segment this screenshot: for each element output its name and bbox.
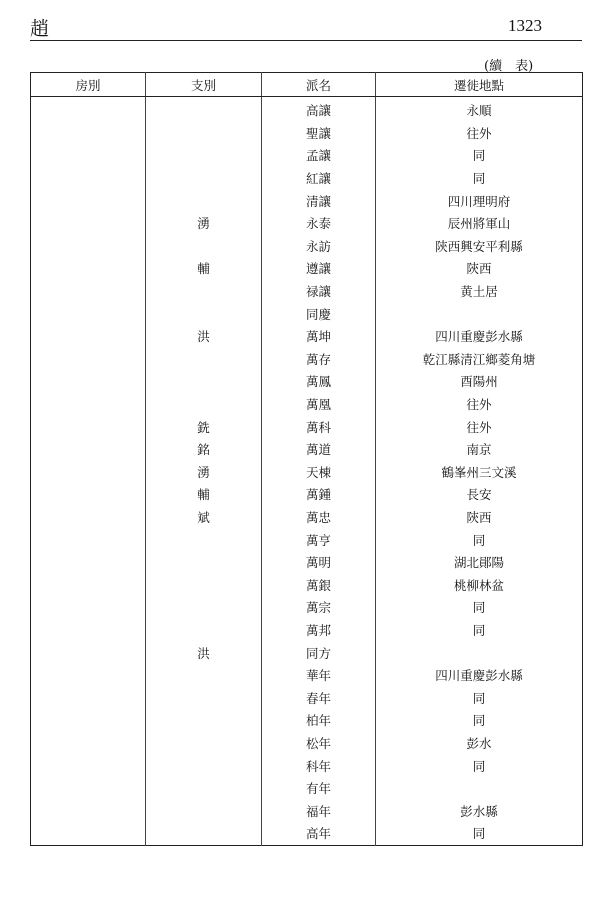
cell-branch-house	[31, 664, 146, 687]
cell-generation-name: 清讓	[262, 189, 376, 212]
cell-generation-name: 福年	[262, 799, 376, 822]
cell-generation-name: 遵讓	[262, 257, 376, 280]
column-header-branch-house: 房別	[31, 73, 146, 97]
cell-sub-branch	[146, 97, 262, 122]
cell-generation-name: 松年	[262, 732, 376, 755]
cell-migration-place: 酉陽州	[376, 370, 583, 393]
table-row	[31, 167, 583, 190]
table-row	[31, 122, 583, 145]
cell-generation-name: 有年	[262, 777, 376, 800]
cell-branch-house	[31, 506, 146, 529]
cell-generation-name: 天棟	[262, 461, 376, 484]
cell-generation-name: 柏年	[262, 709, 376, 732]
cell-sub-branch: 湧	[146, 212, 262, 235]
cell-generation-name: 萬邦	[262, 619, 376, 642]
cell-migration-place: 黄土居	[376, 280, 583, 303]
cell-branch-house	[31, 438, 146, 461]
cell-branch-house	[31, 641, 146, 664]
cell-migration-place: 湖北鄖陽	[376, 551, 583, 574]
cell-sub-branch	[146, 822, 262, 845]
cell-branch-house	[31, 573, 146, 596]
cell-branch-house	[31, 302, 146, 325]
cell-migration-place: 四川重慶彭水縣	[376, 664, 583, 687]
cell-migration-place: 同	[376, 596, 583, 619]
table-row	[31, 325, 583, 348]
cell-branch-house	[31, 393, 146, 416]
table-row	[31, 777, 583, 800]
cell-migration-place: 南京	[376, 438, 583, 461]
cell-generation-name: 春年	[262, 686, 376, 709]
cell-branch-house	[31, 777, 146, 800]
cell-sub-branch	[146, 596, 262, 619]
cell-sub-branch	[146, 189, 262, 212]
table-row	[31, 370, 583, 393]
cell-branch-house	[31, 754, 146, 777]
cell-sub-branch	[146, 122, 262, 145]
table-row	[31, 235, 583, 258]
cell-sub-branch	[146, 551, 262, 574]
table-body	[31, 97, 583, 846]
cell-migration-place: 往外	[376, 393, 583, 416]
cell-generation-name: 高讓	[262, 97, 376, 122]
cell-sub-branch: 銑	[146, 415, 262, 438]
cell-sub-branch: 湧	[146, 461, 262, 484]
cell-generation-name: 萬科	[262, 415, 376, 438]
cell-migration-place: 四川重慶彭水縣	[376, 325, 583, 348]
cell-generation-name: 華年	[262, 664, 376, 687]
cell-generation-name: 萬忠	[262, 506, 376, 529]
cell-migration-place: 同	[376, 528, 583, 551]
cell-migration-place: 同	[376, 619, 583, 642]
cell-generation-name: 同慶	[262, 302, 376, 325]
cell-migration-place: 陝西	[376, 506, 583, 529]
cell-sub-branch	[146, 799, 262, 822]
cell-migration-place: 同	[376, 754, 583, 777]
cell-migration-place	[376, 641, 583, 664]
table-row	[31, 528, 583, 551]
cell-generation-name: 萬宗	[262, 596, 376, 619]
cell-generation-name: 高年	[262, 822, 376, 845]
table-row	[31, 348, 583, 371]
cell-generation-name: 永泰	[262, 212, 376, 235]
cell-migration-place: 桃柳林盆	[376, 573, 583, 596]
table-row	[31, 754, 583, 777]
cell-sub-branch	[146, 777, 262, 800]
table-row	[31, 280, 583, 303]
cell-generation-name: 禄讓	[262, 280, 376, 303]
cell-migration-place: 乾江縣清江鄉菱角塘	[376, 348, 583, 371]
cell-branch-house	[31, 483, 146, 506]
cell-generation-name: 萬亨	[262, 528, 376, 551]
cell-branch-house	[31, 235, 146, 258]
cell-branch-house	[31, 551, 146, 574]
cell-sub-branch	[146, 686, 262, 709]
cell-sub-branch: 洪	[146, 641, 262, 664]
table-row	[31, 461, 583, 484]
table-row	[31, 732, 583, 755]
cell-sub-branch	[146, 528, 262, 551]
table-row	[31, 596, 583, 619]
cell-sub-branch	[146, 167, 262, 190]
cell-generation-name: 萬存	[262, 348, 376, 371]
cell-generation-name: 萬道	[262, 438, 376, 461]
table-row	[31, 189, 583, 212]
cell-migration-place: 陝西	[376, 257, 583, 280]
cell-sub-branch: 輔	[146, 483, 262, 506]
cell-sub-branch: 洪	[146, 325, 262, 348]
cell-sub-branch	[146, 664, 262, 687]
cell-sub-branch	[146, 573, 262, 596]
cell-migration-place: 辰州將軍山	[376, 212, 583, 235]
cell-migration-place: 同	[376, 709, 583, 732]
cell-branch-house	[31, 709, 146, 732]
cell-migration-place	[376, 302, 583, 325]
cell-branch-house	[31, 325, 146, 348]
table-row	[31, 144, 583, 167]
table-row	[31, 212, 583, 235]
cell-branch-house	[31, 528, 146, 551]
column-header-sub-branch: 支別	[146, 73, 262, 97]
cell-migration-place: 同	[376, 167, 583, 190]
cell-generation-name: 孟讓	[262, 144, 376, 167]
cell-branch-house	[31, 686, 146, 709]
cell-branch-house	[31, 732, 146, 755]
table-row	[31, 438, 583, 461]
cell-branch-house	[31, 122, 146, 145]
cell-generation-name: 萬鍾	[262, 483, 376, 506]
cell-sub-branch	[146, 370, 262, 393]
cell-migration-place: 同	[376, 822, 583, 845]
table-row	[31, 415, 583, 438]
cell-sub-branch	[146, 302, 262, 325]
cell-branch-house	[31, 280, 146, 303]
cell-branch-house	[31, 370, 146, 393]
cell-sub-branch: 斌	[146, 506, 262, 529]
cell-branch-house	[31, 348, 146, 371]
cell-migration-place: 彭水	[376, 732, 583, 755]
cell-branch-house	[31, 799, 146, 822]
table-row	[31, 799, 583, 822]
table-row	[31, 619, 583, 642]
continued-label: (續 表)	[484, 59, 534, 74]
cell-branch-house	[31, 144, 146, 167]
cell-branch-house	[31, 97, 146, 122]
cell-sub-branch	[146, 754, 262, 777]
table-row	[31, 641, 583, 664]
cell-migration-place: 陝西興安平利縣	[376, 235, 583, 258]
cell-migration-place: 鶴峯州三文溪	[376, 461, 583, 484]
page-header-surname: 趙	[30, 18, 51, 40]
table-row	[31, 551, 583, 574]
cell-sub-branch: 輔	[146, 257, 262, 280]
cell-sub-branch	[146, 348, 262, 371]
cell-generation-name: 萬凰	[262, 393, 376, 416]
cell-generation-name: 紅讓	[262, 167, 376, 190]
cell-generation-name: 萬坤	[262, 325, 376, 348]
cell-generation-name: 萬鳳	[262, 370, 376, 393]
column-header-migration-place: 遷徙地點	[376, 73, 583, 97]
cell-migration-place: 往外	[376, 415, 583, 438]
table-row	[31, 483, 583, 506]
cell-migration-place	[376, 777, 583, 800]
cell-generation-name: 同方	[262, 641, 376, 664]
cell-sub-branch	[146, 393, 262, 416]
table-row	[31, 822, 583, 845]
cell-branch-house	[31, 189, 146, 212]
cell-migration-place: 四川理明府	[376, 189, 583, 212]
cell-sub-branch	[146, 732, 262, 755]
cell-generation-name: 科年	[262, 754, 376, 777]
cell-sub-branch	[146, 709, 262, 732]
cell-branch-house	[31, 212, 146, 235]
cell-sub-branch	[146, 144, 262, 167]
table-header-row	[31, 73, 583, 97]
cell-branch-house	[31, 596, 146, 619]
cell-branch-house	[31, 461, 146, 484]
table-row	[31, 257, 583, 280]
table-row	[31, 302, 583, 325]
table-row	[31, 686, 583, 709]
header-rule	[30, 40, 582, 41]
cell-sub-branch	[146, 235, 262, 258]
cell-generation-name: 萬銀	[262, 573, 376, 596]
cell-generation-name: 永訪	[262, 235, 376, 258]
table-row	[31, 393, 583, 416]
cell-generation-name: 萬明	[262, 551, 376, 574]
cell-generation-name: 聖讓	[262, 122, 376, 145]
column-header-generation-name: 派名	[262, 73, 376, 97]
migration-table	[30, 72, 583, 846]
cell-sub-branch	[146, 280, 262, 303]
cell-migration-place: 同	[376, 686, 583, 709]
cell-sub-branch	[146, 619, 262, 642]
cell-branch-house	[31, 822, 146, 845]
page-number: 1323	[508, 16, 542, 35]
cell-migration-place: 永順	[376, 97, 583, 122]
cell-branch-house	[31, 167, 146, 190]
cell-migration-place: 往外	[376, 122, 583, 145]
table-row	[31, 573, 583, 596]
cell-migration-place: 長安	[376, 483, 583, 506]
table-row	[31, 709, 583, 732]
cell-branch-house	[31, 415, 146, 438]
cell-migration-place: 同	[376, 144, 583, 167]
table-row	[31, 97, 583, 122]
cell-sub-branch: 銘	[146, 438, 262, 461]
cell-branch-house	[31, 257, 146, 280]
table-row	[31, 664, 583, 687]
cell-branch-house	[31, 619, 146, 642]
cell-migration-place: 彭水縣	[376, 799, 583, 822]
table-row	[31, 506, 583, 529]
